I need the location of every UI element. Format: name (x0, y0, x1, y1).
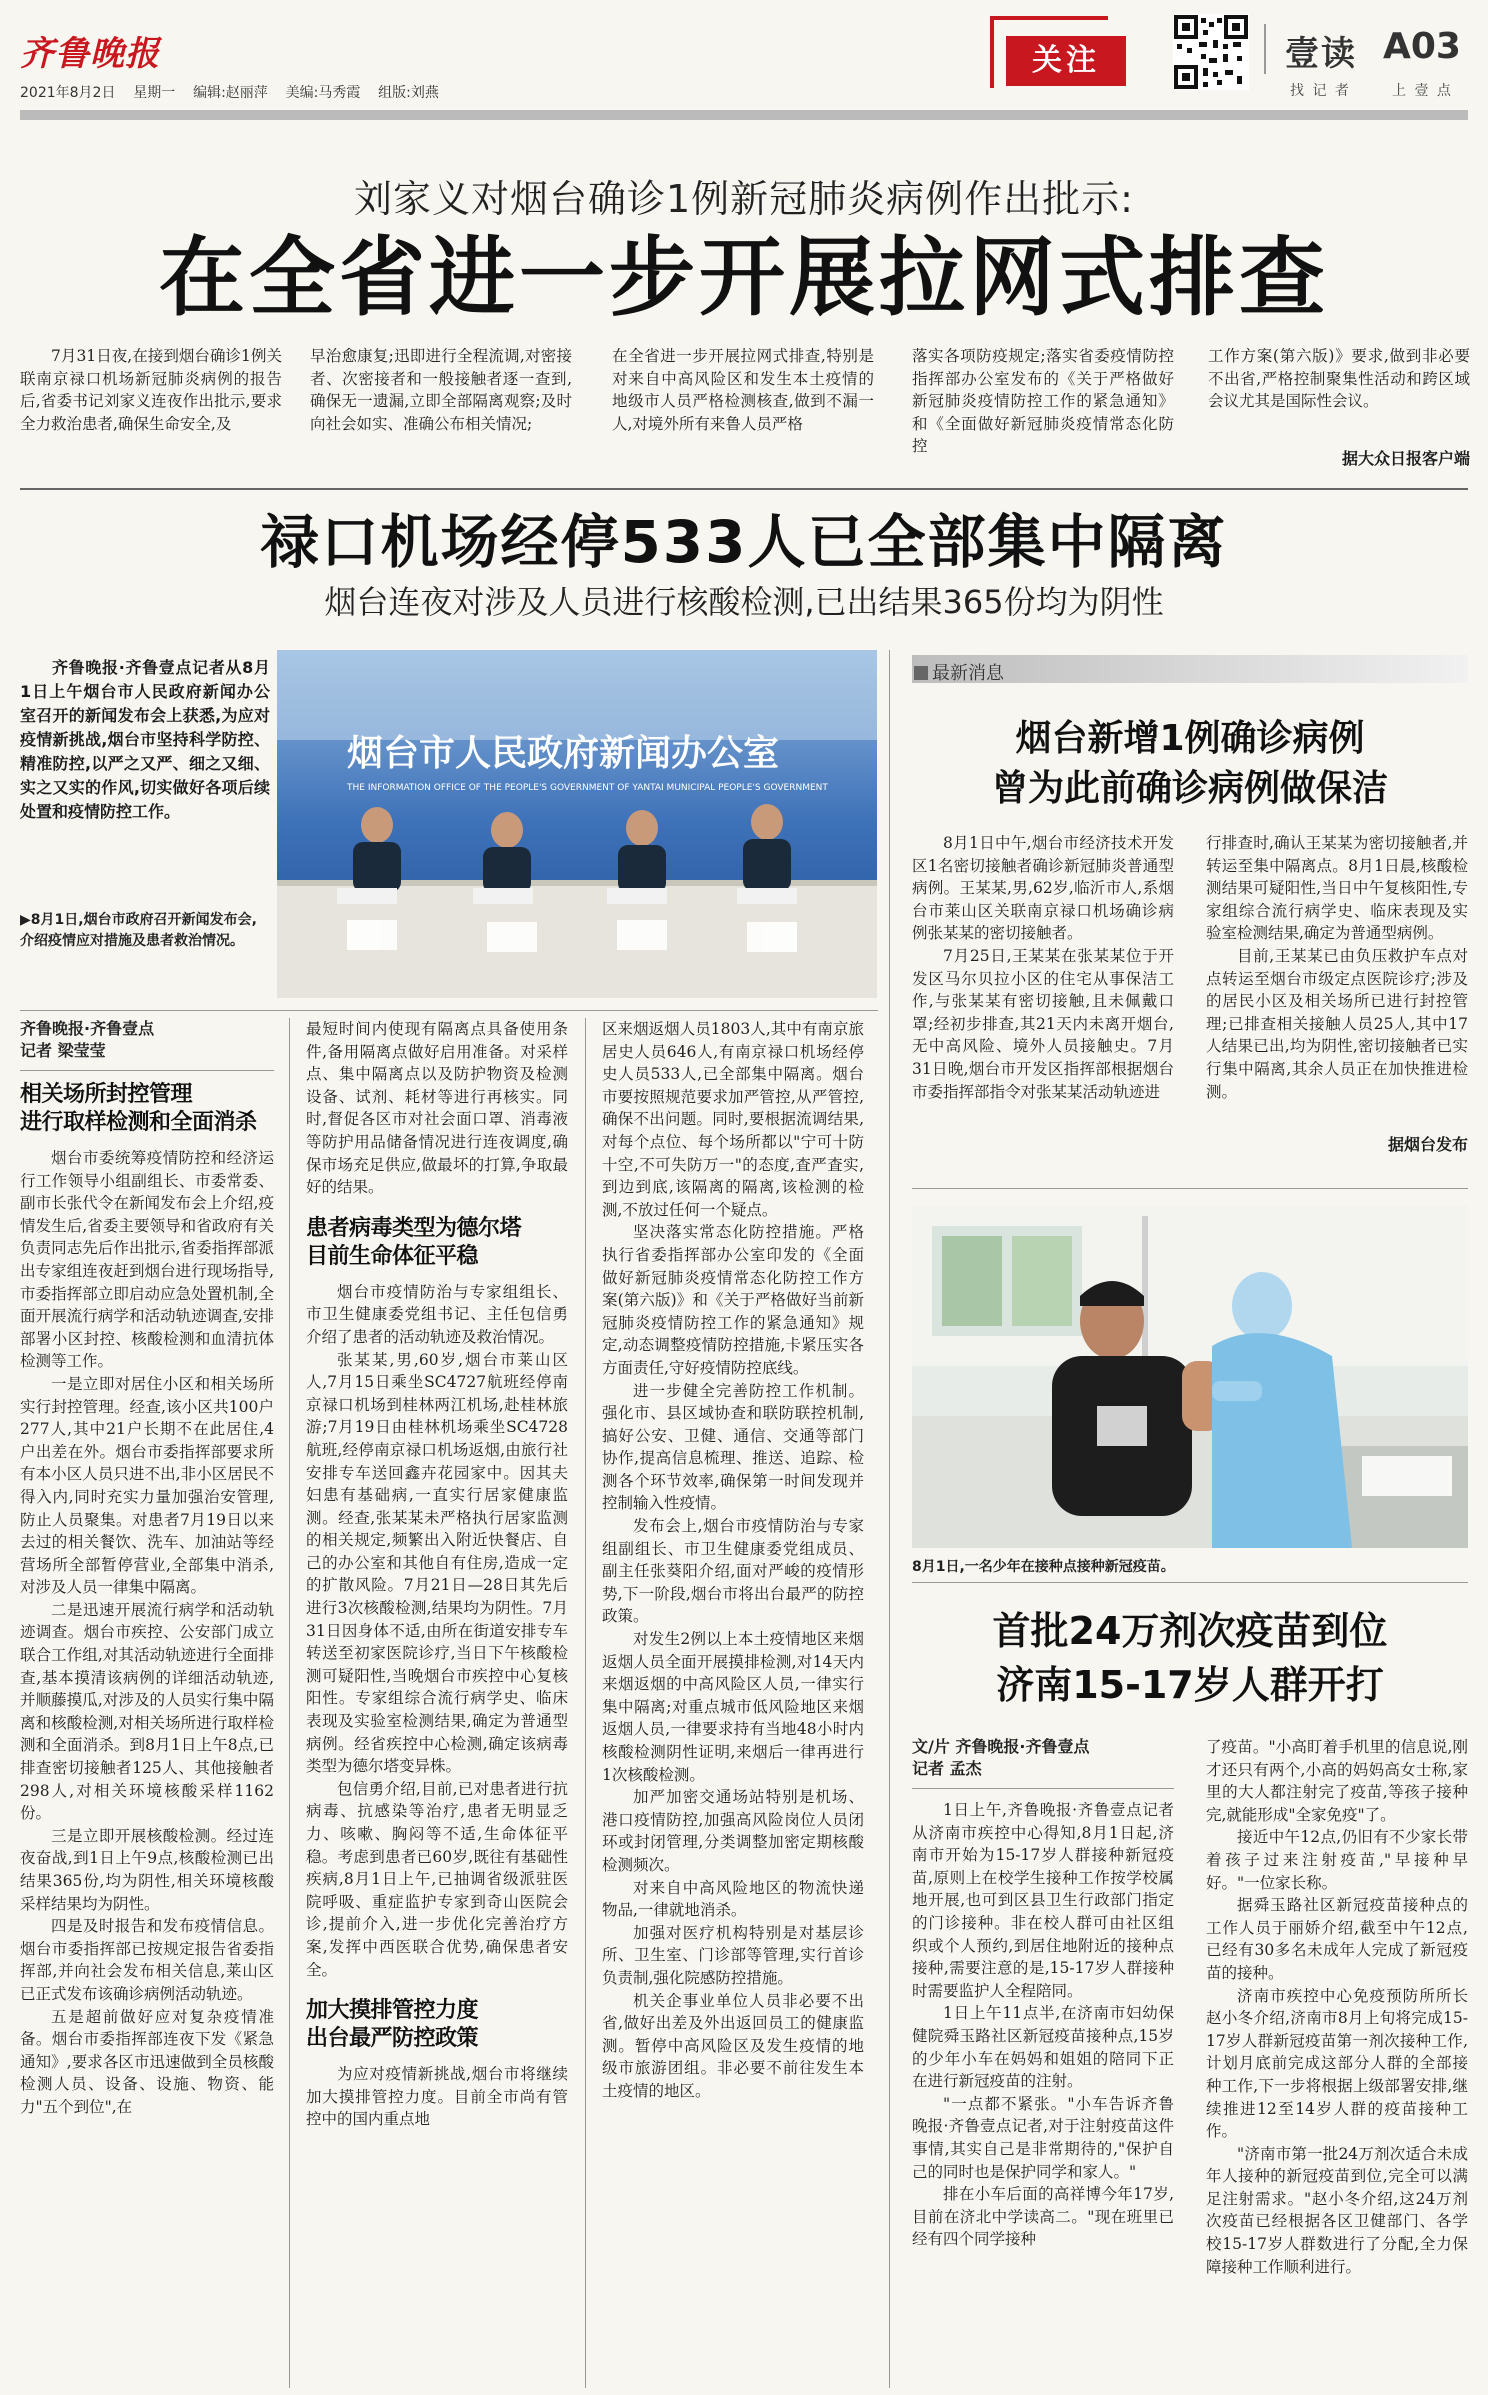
lead-col-1 (20, 345, 282, 485)
brief-bottom-rule (912, 1188, 1468, 1189)
proof-credit: 组版:刘燕 (378, 85, 439, 101)
brief-col-1 (912, 832, 1174, 1172)
vaccination-photo (912, 1206, 1468, 1548)
qr-code-icon (1173, 14, 1249, 90)
page-number: A03 (1383, 26, 1461, 67)
brief-label-text: 最新消息 (932, 663, 1004, 684)
lead-para: 7月31日夜,在接到烟台确诊1例关联南京禄口机场新冠肺炎病例的报告后,省委书记刘家义连夜作出批示,要求全力救治患者,确保生命安全,及 (20, 347, 282, 433)
article-para: 烟台市疫情防治与专家组组长、市卫生健康委党组书记、主任包信勇介绍了患者的活动轨迹及救治情况。 (306, 1282, 568, 1346)
article-para: 发布会上,烟台市疫情防治与专家组副组长、市卫生健康委党组成员、副主任张葵阳介绍,面对严峻的疫情形势,下一阶段,烟台市将出台最严的防控政策。 (602, 1517, 864, 1626)
main-byline: 齐鲁晚报·齐鲁壹点 记者 梁莹莹 (20, 1019, 155, 1060)
article-para: 加严加密交通场站特别是机场、港口疫情防控,加强高风险岗位人员闭环或封闭管理,分类调整加密定期核酸检测频次。 (602, 1788, 864, 1874)
brief-col-2 (1206, 832, 1468, 1172)
article-para: 烟台市委统筹疫情防控和经济运行工作领导小组副组长、市委常委、副市长张代令在新闻发布会上介绍,疫情发生后,省委主要领导和省政府有关负责同志先后作出批示,省委指挥部派出专家组连夜赶到烟台进行现场指导,市委指挥部立即启动应急处置机制,全面开展流行病学和活动轨迹调查,安排部署小区封控、核酸检测和血清抗体检测等工作。 (20, 1149, 274, 1371)
vaccine-headline-2: 济南15-17岁人群开打 (996, 1663, 1384, 1707)
article-para: 包信勇介绍,目前,已对患者进行抗病毒、抗感染等治疗,患者无明显乏力、咳嗽、胸闷等不适,生命体征平稳。考虑到患者已60岁,既往有基础性疾病,8月1日上午,已抽调省级派驻医院呼吸、重症监护专家到奇山医院会诊,提前介入,进一步优化完善治疗方案,发挥中西医联合优势,确保患者安全。 (306, 1779, 568, 1979)
lead-col-3 (612, 345, 874, 485)
brief-headline-1: 烟台新增1例确诊病例 (1015, 718, 1365, 759)
main-headline: 禄口机场经停533人已全部集中隔离 (260, 508, 1228, 576)
main-photo-rule (20, 1010, 878, 1011)
main-photo-caption: ▶8月1日,烟台市政府召开新闻发布会,介绍疫情应对措施及患者救治情况。 (20, 912, 257, 949)
lead-para: 落实各项防疫规定;落实省委疫情防控指挥部办公室发布的《关于严格做好新冠肺炎疫情防控工作的紧急通知》和《全面做好新冠肺炎疫情常态化防控 (912, 347, 1174, 456)
masthead-rule (20, 110, 1468, 120)
article-para: 张某某,男,60岁,烟台市莱山区人,7月15日乘坐SC4727航班经停南京禄口机场到桂林两江机场,赴桂林旅游;7月19日由桂林机场乘坐SC4728航班,经停南京禄口机场返烟,由旅行社安排专车送回鑫卉花园家中。因其夫妇患有基础病,一直实行居家健康监测。经查,张某某未严格执行居家监测的相关规定,频繁出入附近快餐店、自己的办公室和其他自有住房,造成一定的扩散风险。7月21日—28日其先后进行3次核酸检测,结果均为阴性。7月31日因身体不适,由所在街道安排专车转送至初家医院诊疗,当日下午核酸检测可疑阳性,当晚烟台市疾控中心复核阳性。专家组综合流行病学史、临床表现及实验室检测结果,确定为普通型病例。经省疾控中心检测,确定该病毒类型为德尔塔变异株。 (306, 1350, 568, 1776)
vaccine-photo-rule (912, 1582, 1468, 1583)
byline-rule (20, 1070, 274, 1071)
vaccine-para: 接近中午12点,仍旧有不少家长带着孩子过来注射疫苗,"早接种早好。"一位家长称。 (1206, 1828, 1468, 1892)
main-col2-subhead: 患者病毒类型为德尔塔 目前生命体征平稳 (306, 1215, 522, 1269)
masthead-divider (1264, 24, 1266, 74)
vaccine-para: "济南市第一批24万剂次适合未成年人接种的新冠疫苗到位,完全可以满足注射需求。"赵小冬介绍,这24万剂次疫苗已经根据各区卫健部门、各学校15-17岁人群数进行了分配,全力保障接种工作顺利进行。 (1206, 2144, 1468, 2276)
article-para: 区来烟返烟人员1803人,其中有南京旅居史人员646人,有南京禄口机场经停史人员533人,已全部集中隔离。烟台市要按照规范要求加严管控,从严管控,确保不出问题。同时,要根据流调结果,对每个点位、每个场所都以"宁可十防十空,不可失防万一"的态度,査严査实,到边到底,该隔离的隔离,该检测的检测,不放过任何一个疑点。 (602, 1020, 864, 1219)
slogan-right: 上 壹 点 (1392, 83, 1453, 99)
brief-para: 8月1日中午,烟台市经济技术开发区1名密切接触者确诊新冠肺炎普通型病例。王某某,男,62岁,临沂市人,系烟台市莱山区关联南京禄口机场确诊病例张某某的密切接触者。 (912, 834, 1174, 943)
article-para: 机关企事业单位人员非必要不出省,做好出差及外出返回员工的健康监测。暂停中高风险区及发生疫情的地级市旅游团组。非必要不前往发生本土疫情的地区。 (602, 1991, 864, 2100)
lead-col-2 (310, 345, 572, 485)
lead-bottom-rule (20, 488, 1468, 490)
byline-rule (912, 1788, 1174, 1789)
slogan-left: 找 记 者 (1290, 83, 1351, 99)
col-divider (289, 1018, 290, 2388)
brief-headline-2: 曾为此前确诊病例做保洁 (991, 768, 1388, 809)
channel-name: 壹读 (1285, 34, 1357, 74)
vaccine-para: 了疫苗。"小高盯着手机里的信息说,刚才还只有两个,小高的妈妈高女士称,家里的大人都注射完了疫苗,等孩子接种完,就能形成"全家免疫"了。 (1206, 1738, 1468, 1824)
lead-para: 工作方案(第六版)》要求,做到非必要不出省,严格控制聚集性活动和跨区域会议尤其是国际性会议。 (1208, 347, 1470, 411)
article-para: 最短时间内使现有隔离点具备使用条件,备用隔离点做好启用准备。对采样点、集中隔离点以及防护物资及检测设备、试剂、耗材等进行再核实。同时,督促各区市对社会面口罩、消毒液等防护用品储备情况进行连夜调度,确保市场充足供应,做最坏的打算,争取最好的结果。 (306, 1020, 568, 1197)
newspaper-logo: 齐鲁晚报 (20, 34, 160, 74)
article-para: 对发生2例以上本土疫情地区来烟返烟人员全面开展摸排检测,对14天内来烟返烟的中高风险区人员,一律实行集中隔离;对重点城市低风险地区来烟返烟人员,一律要求持有当地48小时内核酸检测阴性证明,来烟后一律再进行1次核酸检测。 (602, 1630, 864, 1784)
article-para: 二是迅速开展流行病学和活动轨迹调查。烟台市疾控、公安部门成立联合工作组,对其活动轨迹进行全面排查,基本摸清该病例的详细活动轨迹,并顺藤摸瓜,对涉及的人员实行集中隔离和核酸检测,对相关场所进行取样检测和全面消杀。到8月1日上午8点,已排查密切接触者125人、其他接触者298人,对相关环境核酸采样1162份。 (20, 1600, 274, 1823)
main-intro: 齐鲁晚报·齐鲁壹点记者从8月1日上午烟台市人民政府新闻办公室召开的新闻发布会上获悉,为应对疫情新挑战,烟台市坚持科学防控、精准防控,以严之又严、细之又细、实之又实的作风,切实做好各项后续处置和疫情防控工作。 (20, 658, 270, 821)
article-para: 进一步健全完善防控工作机制。强化市、县区域协查和联防联控机制,搞好公安、卫健、通信、交通等部门协作,提高信息梳理、推送、追踪、检测各个环节效率,确保第一时间发现并控制输入性疫情。 (602, 1381, 864, 1513)
brief-source: 据烟台发布 (1387, 1135, 1468, 1154)
article-para: 一是立即对居住小区和相关场所实行封控管理。经查,该小区共100户277人,其中21户长期不在此居住,4户出差在外。烟台市委指挥部要求所有本小区人员只进不出,非小区居民不得入内,同时充实力量加强治安管理,防止人员聚集。对患者7月19日以来去过的相关餐饮、洗车、加油站等经营场所全部暂停营业,全部集中消杀,对涉及人员一律集中隔离。 (20, 1374, 274, 1597)
lead-para: 在全省进一步开展拉网式排查,特别是对来自中高风险区和发生本土疫情的地级市人员严格检测核查,做到不漏一人,对境外所有来鲁人员严格 (612, 347, 874, 433)
col-divider (585, 1018, 586, 2388)
vaccine-para: 济南市疾控中心免疫预防所所长赵小冬介绍,济南市8月上旬将完成15-17岁人群新冠疫苗第一剂次接种工作,计划月底前完成这部分人群的全部接种工作,下一步将根据上级部署安排,继续推进12至14岁人群的疫苗接种工作。 (1206, 1986, 1468, 2141)
vaccine-para: 1日上午,齐鲁晚报·齐鲁壹点记者从济南市疾控中心得知,8月1日起,济南市开始为15-17岁人群接种新冠疫苗,原则上在校学生接种工作按学校属地开展,也可到区县卫生行政部门指定的门诊接种。非在校人群可由社区组织或个人预约,到居住地附近的接种点接种,需要注意的是,15-17岁人群接种时需要监护人全程陪同。 (912, 1801, 1174, 2000)
article-para: 四是及时报告和发布疫情信息。烟台市委指挥部已按规定报告省委指挥部,并向社会发布相关信息,莱山区已正式发布该确诊病例活动轨迹。 (20, 1917, 274, 2003)
lead-para: 早治愈康复;迅即进行全程流调,对密接者、次密接者和一般接触者逐一查到,确保无一遗漏,立即全部隔离观察;及时向社会如实、准确公布相关情况; (310, 347, 572, 433)
brief-para: 目前,王某某已由负压救护车点对点转运至烟台市级定点医院诊疗;涉及的居民小区及相关场所已进行封控管理;已排查相关接触人员25人,其中17人结果已出,均为阴性,密切接触者已实行集中隔离,其余人员正在加快推进检测。 (1206, 946, 1468, 1101)
vaccine-headline-1: 首批24万剂次疫苗到位 (992, 1609, 1388, 1653)
article-para: 坚决落实常态化防控措施。严格执行省委指挥部办公室印发的《全面做好新冠肺炎疫情常态化防控工作方案(第六版)》和《关于严格做好当前新冠肺炎疫情防控工作的紧急通知》规定,动态调整疫情防控措施,卡紧压实各方面责任,守好疫情防控底线。 (602, 1223, 864, 1377)
lead-kicker: 刘家义对烟台确诊1例新冠肺炎病例作出批示: (354, 177, 1134, 221)
brief-label (914, 659, 1004, 685)
lead-source: 据大众日报客户端 (1341, 449, 1470, 468)
masthead-meta (20, 82, 439, 102)
section-tag: 关注 (1006, 36, 1126, 86)
press-conference-photo (277, 650, 877, 998)
article-para: 对来自中高风险地区的物流快递物品,一律就地消杀。 (602, 1878, 864, 1920)
vaccine-para: 1日上午11点半,在济南市妇幼保健院舜玉路社区新冠疫苗接种点,15岁的少年小车在妈妈和姐姐的陪同下正在进行新冠疫苗的注射。 (912, 2004, 1174, 2091)
main-col2-subhead-2: 加大摸排管控力度 出台最严防控政策 (306, 1998, 479, 2052)
designer-credit: 美编:马秀霞 (285, 85, 361, 101)
section-divider (889, 650, 890, 2388)
photo-banner-cn: 烟台市人民政府新闻办公室 (347, 733, 780, 774)
vaccine-para: "一点都不紧张。"小车告诉齐鲁晚报·齐鲁壹点记者,对于注射疫苗这件事情,其实自己是非常期待的,"保护自己的同时也是保护同学和家人。" (912, 2094, 1174, 2181)
masthead (0, 0, 1488, 115)
brief-para: 7月25日,王某某在张某某位于开发区马尔贝拉小区的住宅从事保洁工作,与张某某有密切接触,且未佩戴口罩;经初步排查,其21天内未离开烟台,无中高风险、境外人员接触史。7月31日晚,烟台市开发区指挥部根据烟台市委指挥部指令对张某某活动轨迹进 (912, 946, 1174, 1101)
vaccine-para: 据舜玉路社区新冠疫苗接种点的工作人员于丽娇介绍,截至中午12点,已经有30多名未成年人完成了新冠疫苗的接种。 (1206, 1896, 1468, 1982)
main-col-2 (306, 1018, 568, 2388)
lead-headline: 在全省进一步开展拉网式排查 (159, 228, 1329, 328)
lead-col-4 (912, 345, 1174, 485)
brief-bullet-icon (914, 666, 928, 680)
vaccine-col-2 (1206, 1736, 1468, 2386)
vaccination-photo-caption: 8月1日,一名少年在接种点接种新冠疫苗。 (912, 1559, 1175, 1575)
vaccine-byline: 文/片 齐鲁晚报·齐鲁壹点 记者 孟杰 (912, 1737, 1090, 1778)
main-col-1 (20, 1018, 274, 2388)
article-para: 为应对疫情新挑战,烟台市将继续加大摸排管控力度。目前全市尚有管控中的国内重点地 (306, 2065, 568, 2129)
article-para: 加强对医疗机构特别是对基层诊所、卫生室、门诊部等管理,实行首诊负责制,强化院感防控措施。 (602, 1923, 864, 1987)
article-para: 三是立即开展核酸检测。经过连夜奋战,到1日上午9点,核酸检测已出结果365份,均为阴性,相关环境核酸采样结果均为阴性。 (20, 1826, 274, 1913)
main-col1-subhead: 相关场所封控管理 进行取样检测和全面消杀 (20, 1082, 257, 1135)
editor-credit: 编辑:赵丽萍 (193, 85, 268, 101)
vaccine-col-1 (912, 1736, 1174, 2386)
main-subhead: 烟台连夜对涉及人员进行核酸检测,已出结果365份均为阴性 (324, 583, 1164, 621)
vaccine-para: 排在小车后面的高祥博今年17岁,目前在济北中学读高二。"现在班里已经有四个同学接种 (912, 2185, 1174, 2249)
main-col-3 (602, 1018, 864, 2388)
photo-banner-en: THE INFORMATION OFFICE OF THE PEOPLE'S GOVERNMENT OF YANTAI MUNICIPAL PEOPLE'S GOVERNMENT (347, 783, 828, 793)
brief-para: 行排查时,确认王某某为密切接触者,并转运至集中隔离点。8月1日晨,核酸检测结果可疑阳性,当日中午复核阳性,专家组综合流行病学史、临床表现及实验室检测结果,确定为普通型病例。 (1206, 834, 1468, 943)
issue-date: 2021年8月2日 (20, 85, 116, 101)
article-para: 五是超前做好应对复杂疫情准备。烟台市委指挥部连夜下发《紧急通知》,要求各区市迅速做到全员核酸检测人员、设备、设施、物资、能力"五个到位",在 (20, 2007, 274, 2116)
issue-weekday: 星期一 (133, 85, 176, 101)
